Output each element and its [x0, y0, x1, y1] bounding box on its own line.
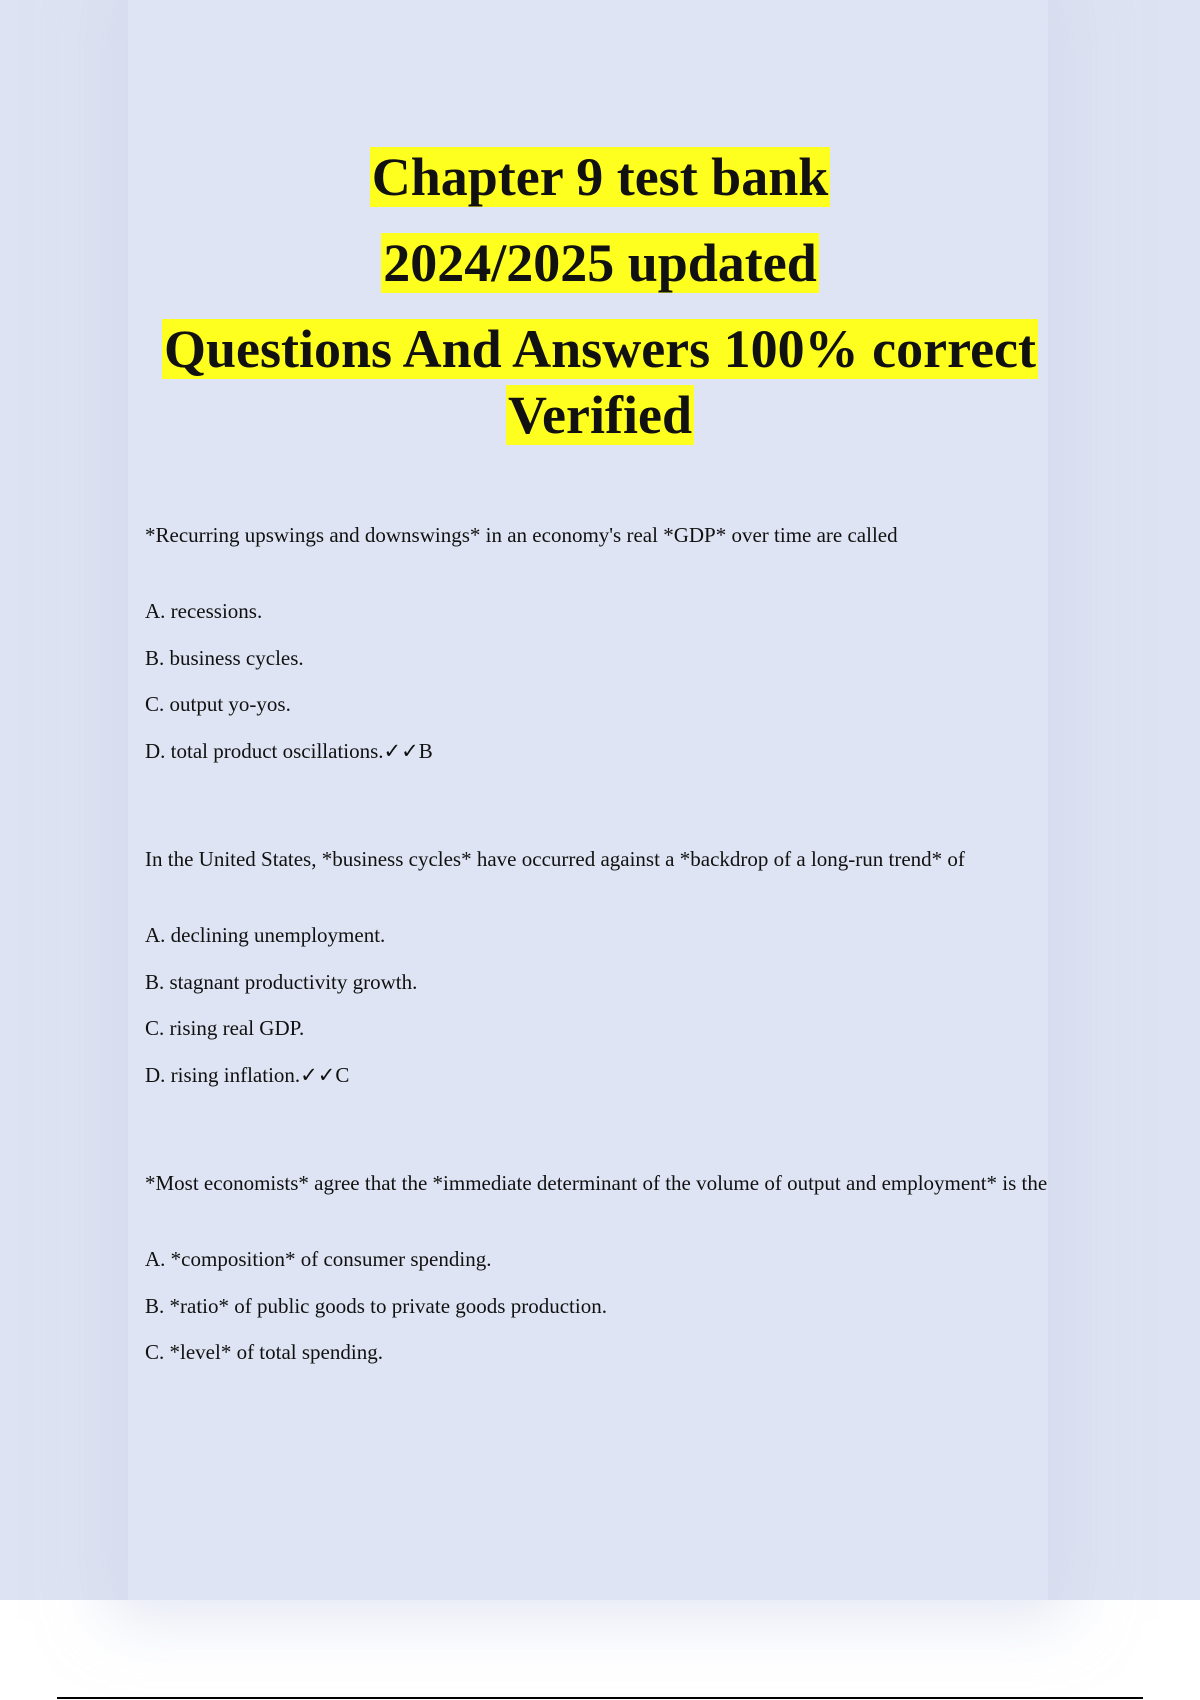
answer-option: C. *level* of total spending. [145, 1340, 383, 1364]
question-text: *Most economists* agree that the *immediate determinant of the volume of output and employment* is the [145, 1171, 1048, 1195]
question-text: In the United States, *business cycles* have occurred against a *backdrop of a long-run trend* of [145, 847, 965, 871]
answer-option: C. rising real GDP. [145, 1016, 305, 1040]
question-block-3 [145, 1168, 1075, 1384]
answer-option: D. rising inflation.✓✓C [145, 1062, 350, 1087]
answer-option: D. total product oscillations.✓✓B [145, 738, 433, 763]
question-list [145, 520, 1075, 1384]
answer-options [145, 596, 1075, 782]
answer-option: C. output yo-yos. [145, 692, 291, 716]
document-title [0, 144, 1200, 448]
answer-option: B. *ratio* of public goods to private goods production. [145, 1293, 607, 1318]
answer-option: B. stagnant productivity growth. [145, 969, 418, 994]
title-line-1: Chapter 9 test bank [371, 147, 829, 207]
question-block-1 [145, 520, 1075, 782]
question-text: *Recurring upswings and downswings* in an economy's real *GDP* over time are called [145, 523, 898, 547]
answer-option: A. declining unemployment. [145, 923, 386, 947]
question-block-2 [145, 844, 1075, 1106]
answer-options [145, 1244, 1075, 1384]
answer-option: B. business cycles. [145, 645, 304, 670]
answer-options [145, 920, 1075, 1106]
answer-option: A. recessions. [145, 599, 263, 623]
footer-divider [57, 1697, 1143, 1699]
title-line-3: Questions And Answers 100% correct [164, 319, 1036, 379]
title-line-2: 2024/2025 updated [383, 233, 817, 293]
answer-option: A. *composition* of consumer spending. [145, 1247, 492, 1271]
title-line-4: Verified [508, 385, 692, 445]
